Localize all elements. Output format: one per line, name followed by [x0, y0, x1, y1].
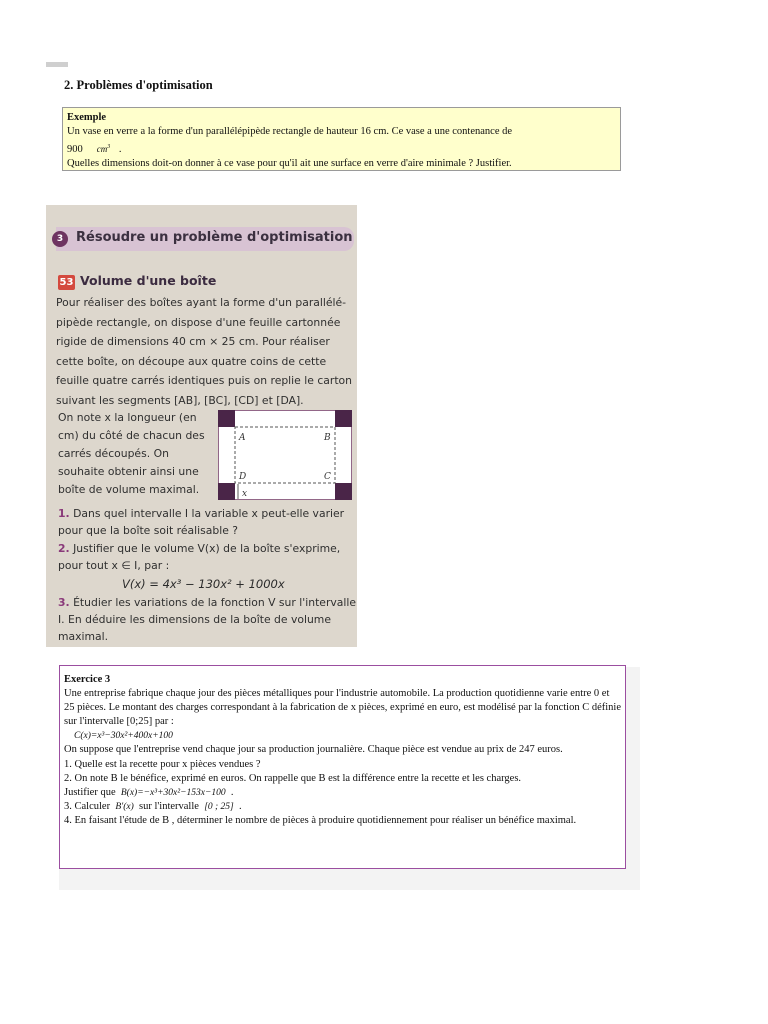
cardboard-diagram [218, 410, 352, 500]
textbook-question-3: 3. Étudier les variations de la fonction V sur l'intervalle I. En déduire les dimensions de la boîte de volume maximal. [58, 596, 357, 643]
banner-title: Résoudre un problème d'optimisation [76, 230, 353, 245]
exercise-3-question-2: 2. On note B le bénéfice, exprimé en euros. On rappelle que B est la différence entre la recette et les charges. [64, 772, 522, 784]
corner-square-tl [218, 410, 235, 427]
textbook-question-1: 1. Dans quel intervalle I la variable x peut-elle varier pour que la boîte soit réalisable ? [58, 507, 345, 537]
profit-formula: B(x)=−x³+30x²−153x−100 [120, 787, 226, 798]
example-question: Quelles dimensions doit-on donner à ce vase pour qu'il ait une surface en verre d'aire minimale ? Justifier. [67, 158, 512, 170]
section-title: 2. Problèmes d'optimisation [64, 78, 213, 92]
exercise-3-paragraph-1: Une entreprise fabrique chaque jour des pièces métalliques pour l'industrie automobile. La production quotidienne varie entre 0 et 25 pièces. Le montant des charges correspondant à la fabrication de x pièces, exprimé en euro, est modélisé par la fonction C définie sur l'intervalle [0;25] par : [64, 688, 621, 728]
label-x: x [242, 489, 248, 499]
label-d: D [239, 472, 247, 482]
exercise-3-question-1: 1. Quelle est la recette pour x pièces vendues ? [64, 758, 261, 770]
corner-square-br [335, 483, 352, 500]
textbook-photo [46, 205, 357, 647]
textbook-paragraph: Pour réaliser des boîtes ayant la forme d'un parallélé-pipède rectangle, on dispose d'une feuille cartonnée rigide de dimensions 40 cm × 25 cm. Pour réaliser cette boîte, on découpe aux quatre coins de cette feuille quatre carrés identiques puis on replie le carton suivant les segments [AB], [BC], [CD] et [DA]. [56, 296, 353, 407]
example-title: Exemple [67, 112, 107, 123]
volume-formula: V(x) = 4x³ − 130x² + 1000x [122, 577, 285, 591]
corner-square-tr [335, 410, 352, 427]
textbook-paragraph-2: On note x la longueur (en cm) du côté de chacun des carrés découpés. On souhaite obtenir ainsi une boîte de volume maximal. [58, 411, 205, 496]
page-header-mark [46, 62, 68, 67]
exercise-3-question-3: 3. Calculer B′(x) sur l'intervalle [0 ; 25] . [64, 800, 242, 812]
example-volume-line [67, 140, 616, 157]
example-unit-end: . [118, 143, 122, 155]
banner-number-icon: 3 [52, 231, 68, 247]
example-volume: 900 [67, 143, 83, 155]
example-unit: $cm^3$ [96, 143, 111, 154]
example-line1: Un vase en verre a la forme d'un parallélépipède rectangle de hauteur 16 cm. Ce vase a une contenance de [67, 126, 513, 138]
exercise-3-box [59, 665, 626, 869]
exercise-title: Volume d'une boîte [80, 273, 217, 288]
label-b: B [324, 433, 331, 443]
textbook-question-2: 2. Justifier que le volume V(x) de la boîte s'exprime, pour tout x ∈ I, par : [58, 542, 341, 572]
exercise-3-title: Exercice 3 [64, 674, 111, 685]
corner-square-bl [218, 483, 235, 500]
exercise-3-paragraph-2: On suppose que l'entreprise vend chaque jour sa production journalière. Chaque pièce est vendue au prix de 247 euros. [64, 744, 563, 756]
exercise-3-question-2b: Justifier que B(x)=−x³+30x²−153x−100 . [64, 786, 234, 798]
exercise-3-question-4: 4. En faisant l'étude de B , déterminer le nombre de pièces à produire quotidiennement pour réaliser un bénéfice maximal. [64, 814, 577, 826]
charge-formula: C(x)=x³−30x²+400x+100 [74, 731, 173, 742]
textbook-banner [56, 227, 354, 251]
exercise-number-badge: 53 [59, 277, 74, 288]
label-a: A [239, 433, 246, 443]
label-c: C [324, 472, 331, 482]
example-box [62, 107, 621, 171]
exercise-shadow-bottom [59, 869, 640, 890]
exercise-shadow-right [626, 667, 640, 890]
